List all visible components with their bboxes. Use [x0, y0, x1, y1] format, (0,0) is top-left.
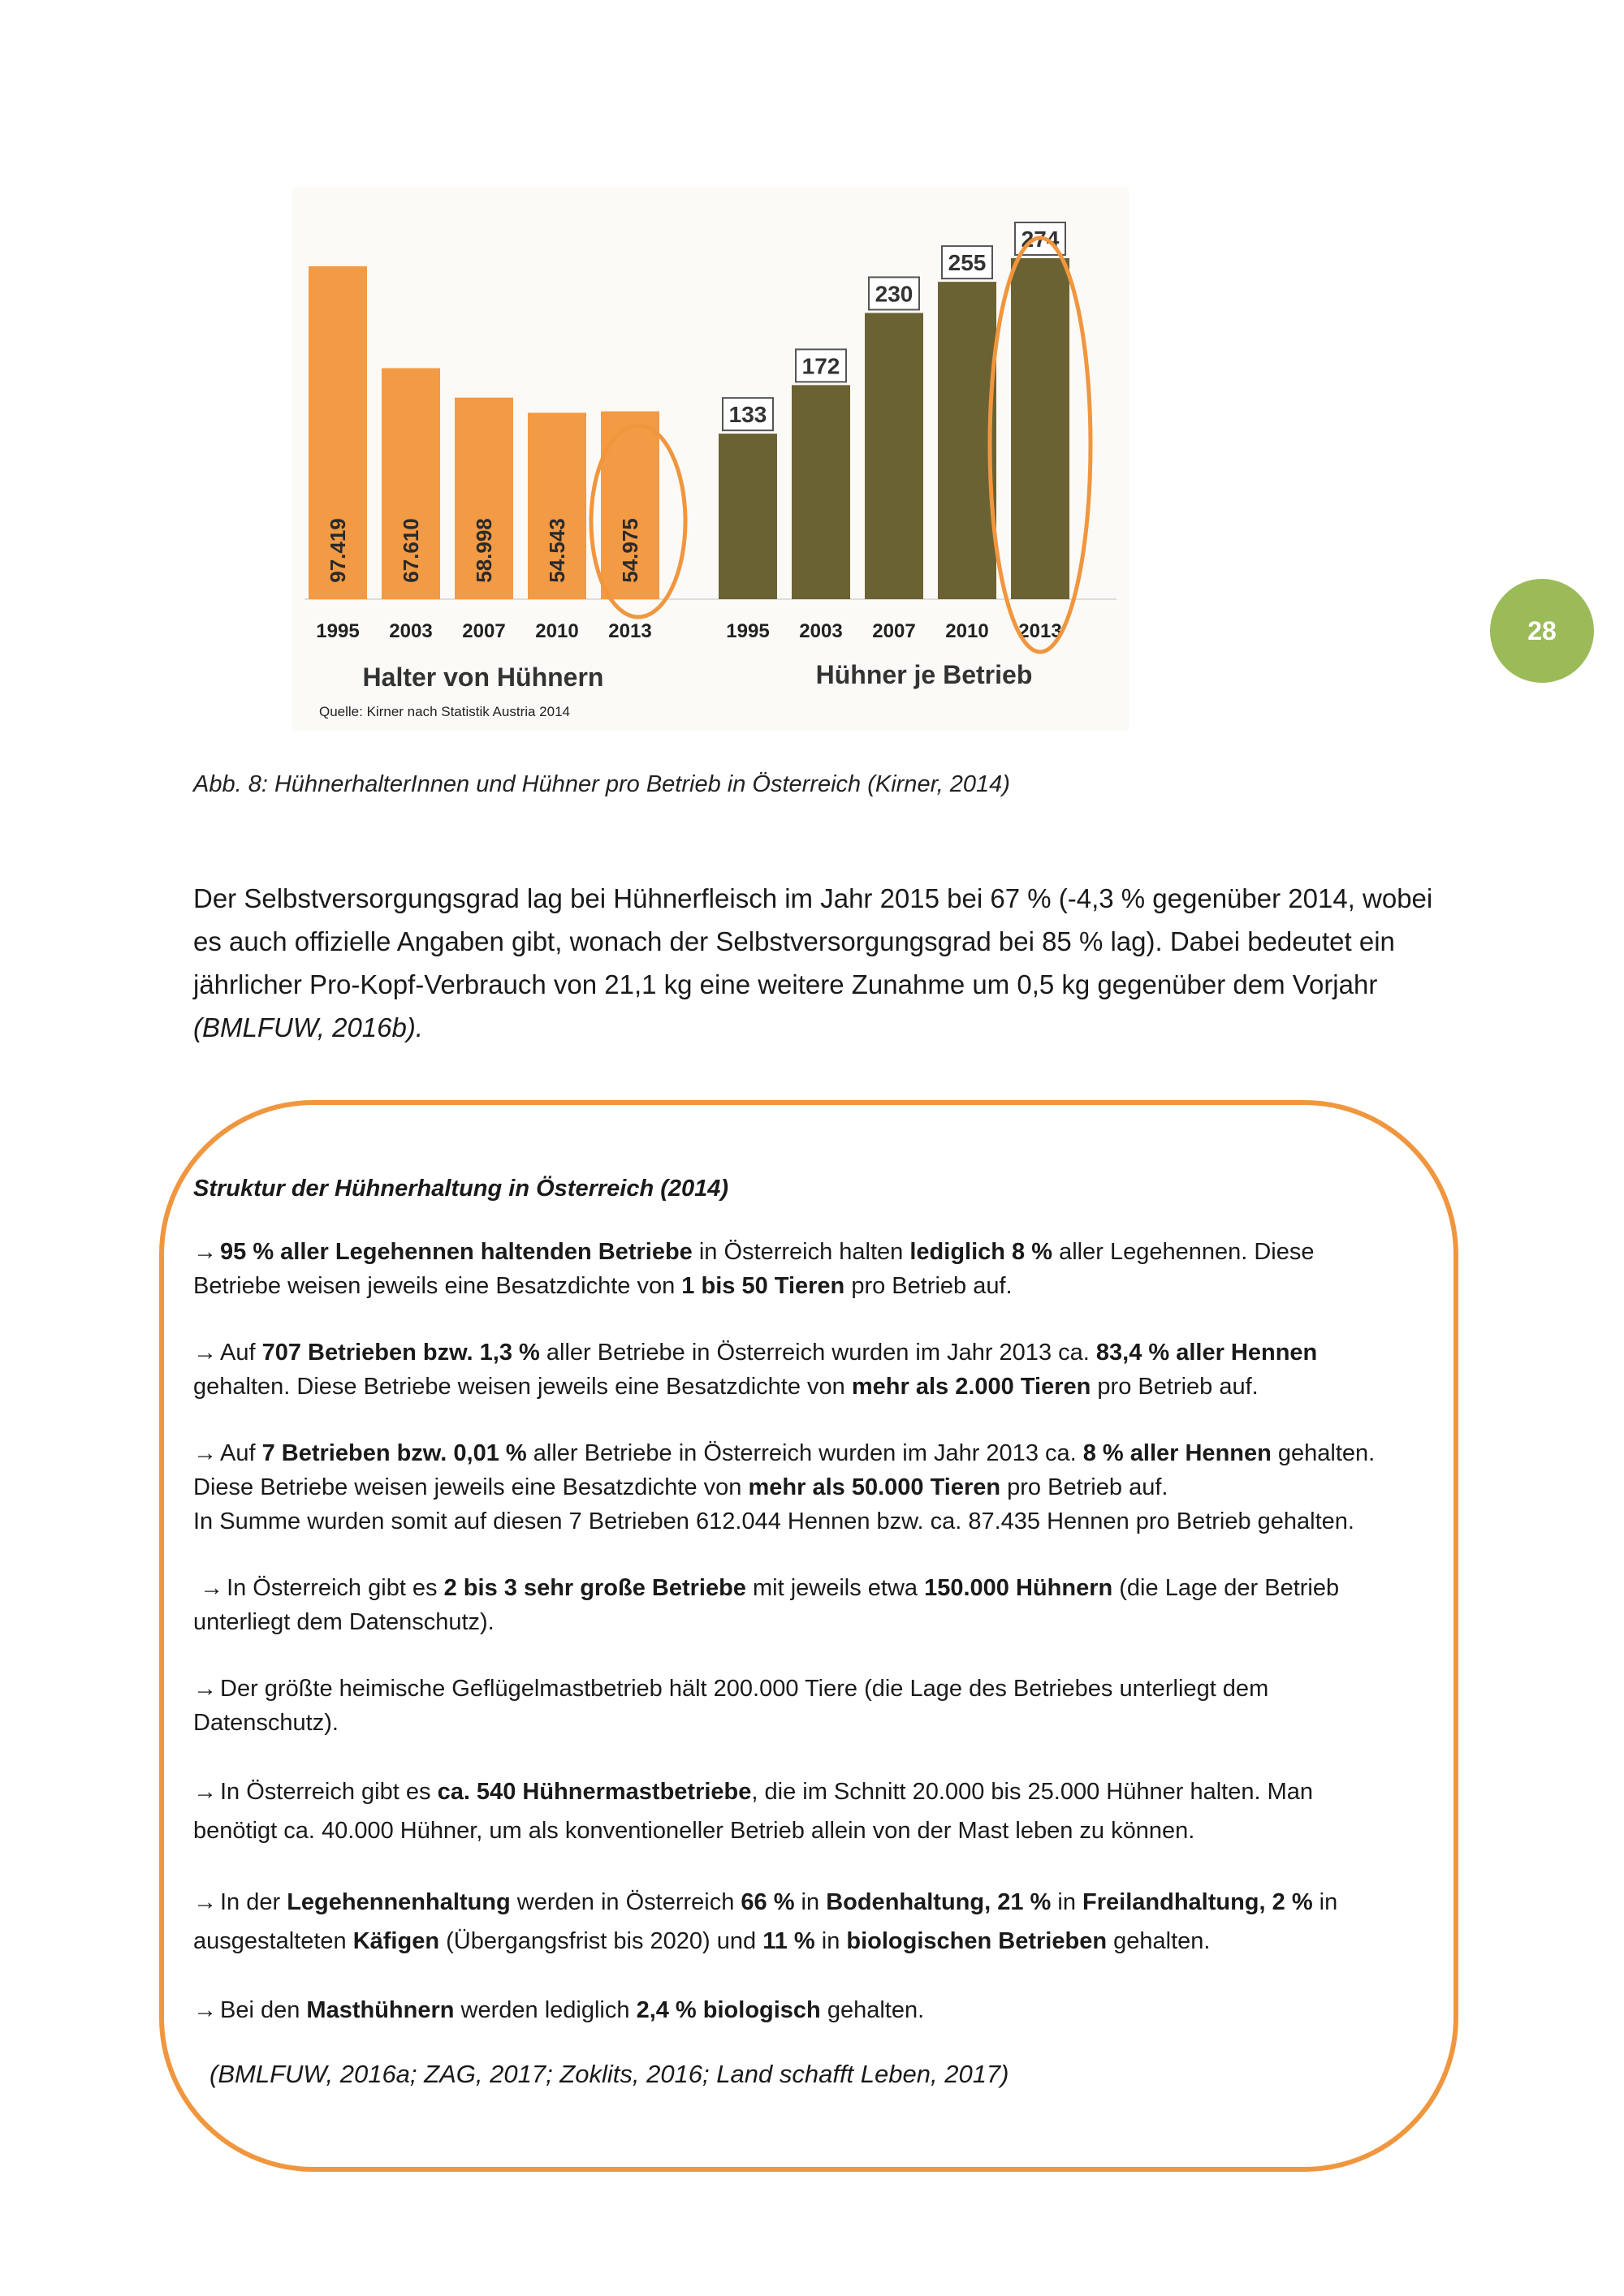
- data-label: 274: [1021, 227, 1060, 252]
- text: pro Betrieb auf.: [844, 1273, 1013, 1299]
- paragraph-reference: (BMLFUW, 2016b).: [193, 1012, 424, 1042]
- paragraph-text: Der Selbstversorgungsgrad lag bei Hühnerfleisch im Jahr 2015 bei 67 % (-4,3 % gegenüber 2014, wobei es auch offizielle Angaben gibt, wonach der Selbstversorgungsgrad bei 85 % lag). Dabei bedeutet ein jährlicher Pro-Kopf-Verbrauch von 21,1 kg eine weitere Zunahme um 0,5 kg gegenüber dem Vorjahr: [193, 883, 1433, 999]
- page-number: 28: [1527, 615, 1557, 645]
- bar-1-2013: [1011, 258, 1069, 599]
- emphasis: biologischen Betrieben: [846, 1928, 1108, 1954]
- tick-label: 2013: [608, 620, 652, 642]
- text: gehalten.: [1107, 1928, 1211, 1954]
- group-title-halter: Halter von Hühnern: [362, 662, 604, 692]
- text: pro Betrieb auf.: [1000, 1474, 1168, 1500]
- bar-chart: [292, 187, 1129, 731]
- data-label: 58.998: [472, 518, 496, 583]
- text: Betriebe weisen jeweils eine Besatzdichte von: [193, 1273, 682, 1299]
- info-item-4: [193, 1571, 1460, 1639]
- text: aller Betriebe in Österreich wurden im Jahr 2013 ca.: [539, 1340, 1096, 1366]
- text: (Übergangsfrist bis 2020) und: [439, 1928, 763, 1954]
- text: in: [1312, 1889, 1338, 1915]
- bar-1-2010: [938, 282, 996, 599]
- bar-1-2007: [865, 313, 923, 599]
- text: , die im Schnitt 20.000 bis 25.000 Hühner halten. Man: [751, 1779, 1313, 1805]
- arrow-icon: →: [193, 1440, 217, 1466]
- text: Diese Betriebe weisen jeweils eine Besatzdichte von: [193, 1474, 749, 1500]
- tick-label: 2010: [535, 620, 579, 642]
- tick-label: 2003: [799, 620, 843, 642]
- emphasis: mehr als 50.000 Tieren: [748, 1474, 1001, 1500]
- tick-label: 2007: [462, 620, 506, 642]
- emphasis: 66 %: [741, 1889, 795, 1915]
- text: gehalten.: [820, 1997, 925, 2023]
- tick-label: 1995: [726, 620, 770, 642]
- text: ausgestalteten: [193, 1928, 353, 1954]
- text: gehalten.: [1271, 1440, 1376, 1466]
- text: In der: [220, 1889, 287, 1915]
- text: werden lediglich: [454, 1997, 637, 2023]
- text: in: [1051, 1889, 1083, 1915]
- info-item-6: [193, 1772, 1460, 1850]
- tick-label: 2013: [1018, 620, 1062, 642]
- emphasis: Legehennenhaltung: [287, 1889, 511, 1915]
- arrow-icon: →: [193, 1676, 217, 1702]
- info-item-2: [193, 1336, 1460, 1404]
- text: (die Lage der Betrieb: [1112, 1575, 1340, 1601]
- figure-caption: Abb. 8: HühnerhalterInnen und Hühner pro Betrieb in Österreich (Kirner, 2014): [193, 771, 1010, 797]
- text: In Österreich gibt es: [220, 1779, 438, 1805]
- info-item-3: [193, 1436, 1460, 1539]
- emphasis: 8 % aller Hennen: [1082, 1440, 1272, 1466]
- emphasis: 7 Betrieben bzw. 0,01 %: [261, 1440, 527, 1466]
- emphasis: lediglich 8 %: [909, 1239, 1053, 1265]
- text: aller Legehennen. Diese: [1052, 1239, 1315, 1265]
- text: Der größte heimische Geflügelmastbetrieb hält 200.000 Tiere (die Lage des Betriebes unterliegt dem: [220, 1676, 1269, 1702]
- chart-source: Quelle: Kirner nach Statistik Austria 2014: [319, 704, 570, 719]
- text: in Österreich halten: [692, 1239, 910, 1265]
- body-paragraph: [193, 877, 1460, 1049]
- emphasis: mehr als 2.000 Tieren: [851, 1374, 1091, 1400]
- text: Bei den: [220, 1997, 307, 2023]
- emphasis: 11 %: [762, 1928, 815, 1954]
- info-box-title: Struktur der Hühnerhaltung in Österreich (2014): [193, 1176, 729, 1202]
- tick-label: 2003: [389, 620, 433, 642]
- tick-label: 2007: [872, 620, 916, 642]
- arrow-icon: →: [193, 1239, 217, 1265]
- data-label: 67.610: [399, 518, 423, 583]
- data-label: 230: [875, 281, 914, 307]
- emphasis: ca. 540 Hühnermastbetriebe: [437, 1779, 752, 1805]
- data-label: 97.419: [326, 518, 350, 583]
- info-item-5: [193, 1672, 1460, 1740]
- bar-1-2003: [792, 385, 850, 599]
- emphasis: 707 Betrieben bzw. 1,3 %: [261, 1340, 540, 1366]
- emphasis: Käfigen: [352, 1928, 440, 1954]
- data-label: 172: [801, 353, 840, 379]
- data-label: 54.975: [618, 518, 642, 583]
- arrow-icon: →: [193, 1997, 217, 2023]
- text: aller Betriebe in Österreich wurden im Jahr 2013 ca.: [526, 1440, 1083, 1466]
- data-label: 54.543: [545, 518, 569, 583]
- info-box: [193, 1176, 1460, 2089]
- arrow-icon: →: [193, 1779, 217, 1805]
- text: pro Betrieb auf.: [1091, 1374, 1259, 1400]
- text: benötigt ca. 40.000 Hühner, um als konventioneller Betrieb allein von der Mast leben zu können.: [193, 1818, 1195, 1844]
- info-box-sources: (BMLFUW, 2016a; ZAG, 2017; Zoklits, 2016; Land schafft Leben, 2017): [209, 2060, 1009, 2088]
- bar-1-1995: [719, 434, 777, 599]
- emphasis: Bodenhaltung, 21 %: [826, 1889, 1052, 1915]
- emphasis: 83,4 % aller Hennen: [1095, 1340, 1318, 1366]
- text: werden in Österreich: [510, 1889, 741, 1915]
- arrow-icon: →: [193, 1889, 217, 1915]
- text: in: [794, 1889, 827, 1915]
- data-label: 255: [948, 250, 987, 276]
- emphasis: Freilandhaltung, 2 %: [1082, 1889, 1313, 1915]
- arrow-icon: →: [193, 1340, 217, 1366]
- emphasis: 2 bis 3 sehr große Betriebe: [443, 1575, 746, 1601]
- text: Auf: [220, 1440, 262, 1466]
- text: In Summe wurden somit auf diesen 7 Betrieben 612.044 Hennen bzw. ca. 87.435 Hennen pro Betrieb gehalten.: [193, 1508, 1354, 1534]
- emphasis: Masthühnern: [306, 1997, 455, 2023]
- text: in: [814, 1928, 847, 1954]
- emphasis: 95 % aller Legehennen haltenden Betriebe: [220, 1239, 693, 1265]
- page-number-badge: [1490, 579, 1594, 683]
- tick-label: 1995: [316, 620, 360, 642]
- info-item-8: [193, 1993, 1460, 2027]
- group-title-huehner: Hühner je Betrieb: [815, 660, 1033, 689]
- emphasis: 150.000 Hühnern: [924, 1575, 1113, 1601]
- text: Datenschutz).: [193, 1710, 339, 1736]
- emphasis: 2,4 % biologisch: [636, 1997, 821, 2023]
- emphasis: 1 bis 50 Tieren: [681, 1273, 845, 1299]
- text: Auf: [220, 1340, 262, 1366]
- text: mit jeweils etwa: [745, 1575, 925, 1601]
- tick-label: 2010: [945, 620, 989, 642]
- text: In Österreich gibt es: [227, 1575, 444, 1601]
- arrow-icon: →: [200, 1575, 224, 1601]
- text: gehalten. Diese Betriebe weisen jeweils eine Besatzdichte von: [193, 1374, 852, 1400]
- info-item-7: [193, 1883, 1460, 1961]
- text: unterliegt dem Datenschutz).: [193, 1609, 495, 1635]
- info-item-1: [193, 1235, 1460, 1303]
- data-label: 133: [728, 402, 767, 428]
